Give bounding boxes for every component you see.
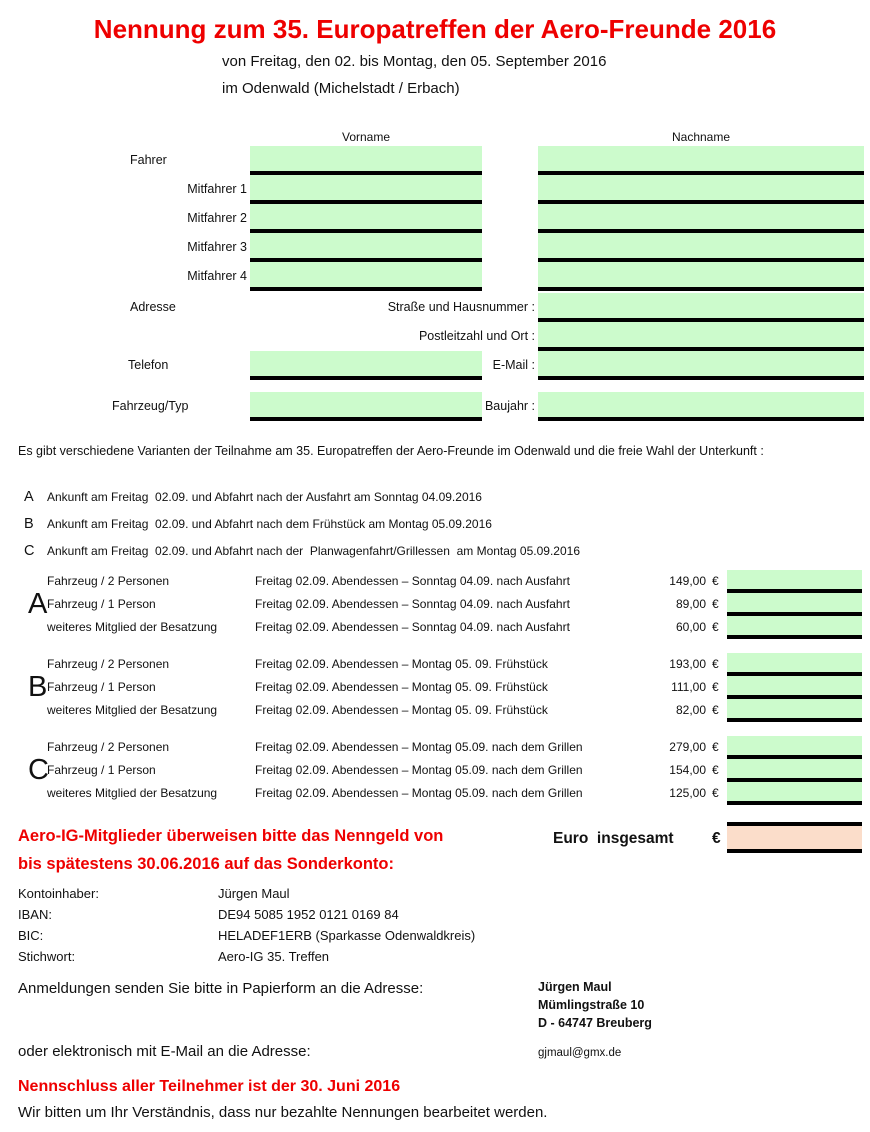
bank-value-stichwort: Aero-IG 35. Treffen — [218, 949, 330, 964]
input-count-b-2personen[interactable] — [727, 653, 862, 676]
price-row-amount: 193,00 — [669, 657, 706, 671]
input-mitfahrer2-nachname[interactable] — [538, 204, 864, 233]
price-row-desc: Freitag 02.09. Abendessen – Montag 05. 09. Frühstück — [255, 657, 548, 671]
input-total-euro[interactable] — [727, 822, 862, 853]
payment-notice-line2: bis spätestens 30.06.2016 auf das Sonderkonto: — [18, 855, 394, 873]
label-email: E-Mail : — [492, 358, 535, 372]
input-mitfahrer1-nachname[interactable] — [538, 175, 864, 204]
input-count-c-2personen[interactable] — [727, 736, 862, 759]
price-row-amount: 149,00 — [669, 574, 706, 588]
euro-sign: € — [712, 597, 719, 611]
input-mitfahrer1-vorname[interactable] — [250, 175, 482, 204]
variant-c — [0, 543, 870, 559]
label-fahrer: Fahrer — [130, 153, 167, 167]
euro-sign: € — [712, 740, 719, 754]
input-count-b-besatzung[interactable] — [727, 699, 862, 722]
input-count-a-2personen[interactable] — [727, 570, 862, 593]
bank-label-stichwort: Stichwort: — [18, 949, 76, 964]
price-row-desc: Freitag 02.09. Abendessen – Sonntag 04.09. nach Ausfahrt — [255, 597, 570, 611]
variant-a — [0, 489, 870, 505]
deadline-notice: Nennschluss aller Teilnehmer ist der 30. Juni 2016 — [18, 1078, 401, 1095]
variant-b-letter: B — [24, 516, 34, 532]
label-strasse: Straße und Hausnummer : — [387, 300, 535, 314]
mail-address-name: Jürgen Maul — [538, 980, 612, 994]
price-row-amount: 111,00 — [671, 680, 706, 694]
paper-mail-label: Anmeldungen senden Sie bitte in Papierform an die Adresse: — [18, 980, 424, 997]
subtitle-location: im Odenwald (Michelstadt / Erbach) — [222, 80, 460, 97]
price-row-desc: Freitag 02.09. Abendessen – Sonntag 04.09. nach Ausfahrt — [255, 574, 570, 588]
input-mitfahrer4-nachname[interactable] — [538, 262, 864, 291]
price-row-desc: Freitag 02.09. Abendessen – Montag 05. 09. Frühstück — [255, 703, 548, 717]
input-strasse[interactable] — [538, 293, 864, 322]
input-count-c-1person[interactable] — [727, 759, 862, 782]
email-mail-label: oder elektronisch mit E-Mail an die Adresse: — [18, 1043, 311, 1060]
bank-value-kontoinhaber: Jürgen Maul — [218, 886, 290, 901]
section-a-letter: A — [28, 588, 48, 620]
euro-sign: € — [712, 620, 719, 634]
input-mitfahrer3-nachname[interactable] — [538, 233, 864, 262]
euro-sign: € — [712, 703, 719, 717]
section-b-letter: B — [28, 671, 48, 703]
bank-value-iban: DE94 5085 1952 0121 0169 84 — [218, 907, 399, 922]
price-row-label: Fahrzeug / 2 Personen — [47, 574, 170, 588]
mail-address-city: D - 64747 Breuberg — [538, 1016, 652, 1030]
euro-sign: € — [712, 786, 719, 800]
column-header-vorname: Vorname — [341, 130, 391, 144]
price-row-desc: Freitag 02.09. Abendessen – Montag 05.09. nach dem Grillen — [255, 740, 583, 754]
bank-label-bic: BIC: — [18, 928, 44, 943]
variants-intro: Es gibt verschiedene Varianten der Teilnahme am 35. Europatreffen der Aero-Freunde im Odenwald und die freie Wahl der Unterkunft : — [18, 444, 764, 458]
input-plz-ort[interactable] — [538, 322, 864, 351]
input-mitfahrer4-vorname[interactable] — [250, 262, 482, 291]
variant-c-text: Ankunft am Freitag 02.09. und Abfahrt nach der Planwagenfahrt/Grillessen am Montag 05.09.2016 — [47, 544, 580, 558]
closing-note: Wir bitten um Ihr Verständnis, dass nur bezahlte Nennungen bearbeitet werden. — [18, 1104, 548, 1121]
page-title: Nennung zum 35. Europatreffen der Aero-Freunde 2016 — [93, 14, 777, 44]
input-count-c-besatzung[interactable] — [727, 782, 862, 805]
price-row-amount: 125,00 — [669, 786, 706, 800]
section-c-letter: C — [28, 754, 49, 786]
label-baujahr: Baujahr : — [484, 399, 535, 413]
price-row-label: Fahrzeug / 2 Personen — [47, 657, 170, 671]
label-mitfahrer-2: Mitfahrer 2 — [187, 211, 247, 225]
price-row-label: weiteres Mitglied der Besatzung — [47, 703, 218, 717]
input-count-b-1person[interactable] — [727, 676, 862, 699]
variant-b — [0, 516, 870, 532]
input-mitfahrer3-vorname[interactable] — [250, 233, 482, 262]
price-row-desc: Freitag 02.09. Abendessen – Montag 05. 09. Frühstück — [255, 680, 548, 694]
mail-address-street: Mümlingstraße 10 — [538, 998, 645, 1012]
bank-label-kontoinhaber: Kontoinhaber: — [18, 886, 99, 901]
input-count-a-besatzung[interactable] — [727, 616, 862, 639]
label-mitfahrer-3: Mitfahrer 3 — [187, 240, 247, 254]
contact-email-address: gjmaul@gmx.de — [538, 1047, 622, 1059]
variant-a-text: Ankunft am Freitag 02.09. und Abfahrt nach der Ausfahrt am Sonntag 04.09.2016 — [47, 490, 482, 504]
total-label: Euro insgesamt — [553, 830, 674, 847]
label-adresse: Adresse — [130, 300, 176, 314]
price-row-label: weiteres Mitglied der Besatzung — [47, 786, 218, 800]
price-row-label: weiteres Mitglied der Besatzung — [47, 620, 218, 634]
total-euro-sign: € — [712, 830, 721, 847]
price-row-desc: Freitag 02.09. Abendessen – Montag 05.09. nach dem Grillen — [255, 786, 583, 800]
payment-notice-line1: Aero-IG-Mitglieder überweisen bitte das Nenngeld von — [18, 827, 444, 845]
price-row-label: Fahrzeug / 1 Person — [47, 763, 156, 777]
label-telefon: Telefon — [128, 358, 169, 372]
price-row-amount: 154,00 — [669, 763, 706, 777]
euro-sign: € — [712, 680, 719, 694]
price-row-amount: 89,00 — [675, 597, 706, 611]
label-plz-ort: Postleitzahl und Ort : — [418, 329, 535, 343]
label-mitfahrer-1: Mitfahrer 1 — [187, 182, 247, 196]
price-row-label: Fahrzeug / 1 Person — [47, 597, 156, 611]
euro-sign: € — [712, 657, 719, 671]
price-row-amount: 82,00 — [675, 703, 706, 717]
bank-value-bic: HELADEF1ERB (Sparkasse Odenwaldkreis) — [218, 928, 476, 943]
euro-sign: € — [712, 574, 719, 588]
price-row-desc: Freitag 02.09. Abendessen – Sonntag 04.09. nach Ausfahrt — [255, 620, 570, 634]
variant-a-letter: A — [24, 489, 34, 505]
price-row-label: Fahrzeug / 2 Personen — [47, 740, 170, 754]
label-mitfahrer-4: Mitfahrer 4 — [187, 269, 247, 283]
price-row-label: Fahrzeug / 1 Person — [47, 680, 156, 694]
price-row-amount: 279,00 — [669, 740, 706, 754]
bank-label-iban: IBAN: — [18, 907, 52, 922]
euro-sign: € — [712, 763, 719, 777]
price-row-desc: Freitag 02.09. Abendessen – Montag 05.09. nach dem Grillen — [255, 763, 583, 777]
input-fahrer-nachname[interactable] — [538, 146, 864, 175]
input-baujahr[interactable] — [538, 392, 864, 421]
input-fahrer-vorname[interactable] — [250, 146, 482, 175]
input-count-a-1person[interactable] — [727, 593, 862, 616]
variant-b-text: Ankunft am Freitag 02.09. und Abfahrt nach dem Frühstück am Montag 05.09.2016 — [47, 517, 492, 531]
label-fahrzeug-typ: Fahrzeug/Typ — [112, 399, 189, 413]
input-mitfahrer2-vorname[interactable] — [250, 204, 482, 233]
price-row-amount: 60,00 — [675, 620, 706, 634]
input-email[interactable] — [538, 351, 864, 380]
variant-c-letter: C — [24, 543, 35, 559]
column-header-nachname: Nachname — [671, 130, 731, 144]
subtitle-dates: von Freitag, den 02. bis Montag, den 05. September 2016 — [222, 53, 607, 70]
